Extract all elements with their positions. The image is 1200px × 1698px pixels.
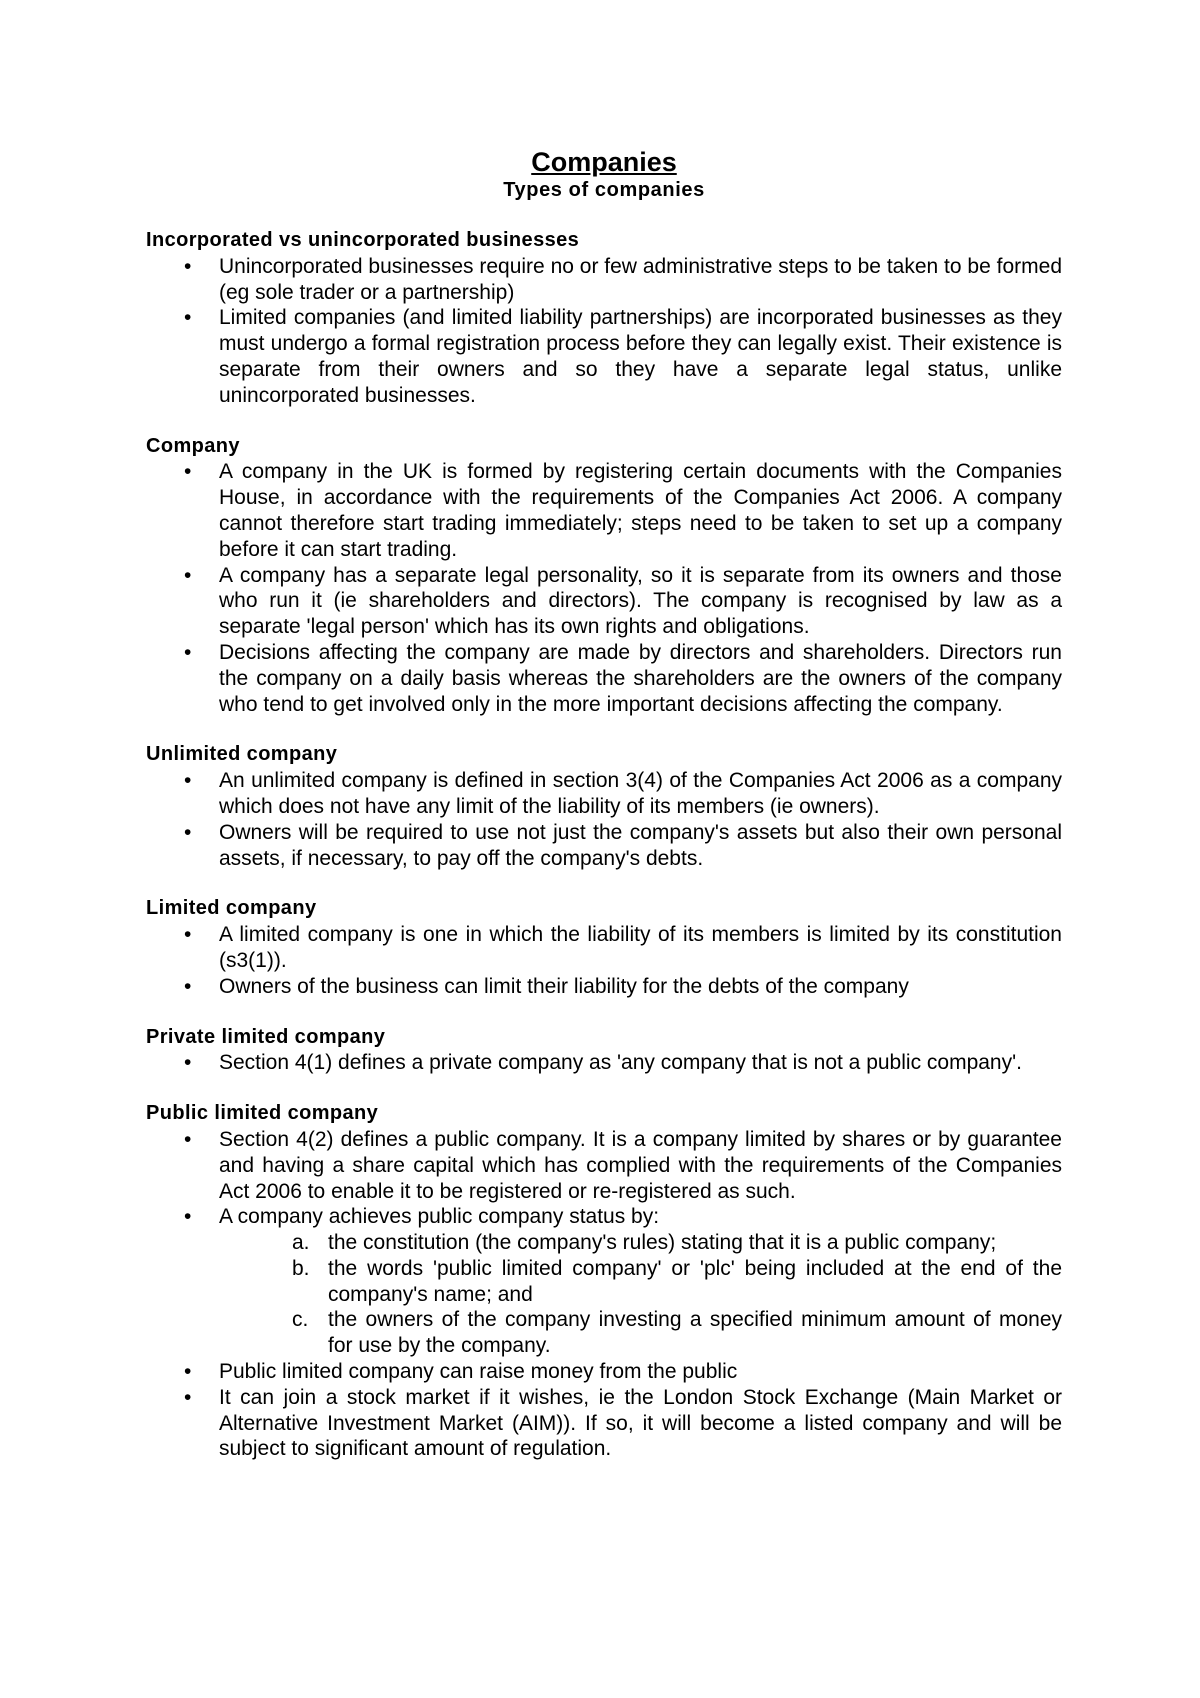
- section-private-limited-company: [146, 1025, 1062, 1077]
- list-item-text: Unincorporated businesses require no or few administrative steps to be taken to be formed (eg sole trader or a partnership): [219, 254, 1062, 304]
- list-item: [146, 768, 1062, 820]
- list-item: [146, 1127, 1062, 1204]
- list-item: [146, 305, 1062, 408]
- list-item: [146, 1359, 1062, 1385]
- bullet-icon: •: [184, 1127, 192, 1151]
- list-item-text: An unlimited company is defined in section 3(4) of the Companies Act 2006 as a company which does not have any limit of the liability of its members (ie owners).: [219, 769, 1062, 818]
- bullet-list: [146, 254, 1062, 409]
- bullet-icon: •: [184, 563, 192, 587]
- list-item-text: A company achieves public company status by:: [219, 1205, 660, 1229]
- section-heading: Unlimited company: [146, 743, 338, 766]
- bullet-icon: •: [184, 254, 192, 278]
- list-item: [146, 1050, 1062, 1076]
- list-item-text: Section 4(1) defines a private company as 'any company that is not a public company'.: [219, 1051, 1022, 1075]
- list-item-text: Decisions affecting the company are made by directors and shareholders. Directors run the company on a daily basis whereas the shareholders are the owners of the company who tend to get involved only in the more important decisions affecting the company.: [219, 640, 1062, 716]
- bullet-icon: •: [184, 460, 192, 484]
- bullet-list: [146, 459, 1062, 717]
- bullet-list: [146, 1127, 1062, 1230]
- list-item-text: It can join a stock market if it wishes, ie the London Stock Exchange (Main Market or Alternative Investment Market (AIM)). If so, it will become a listed company and will be subject to significant amount of regulation.: [219, 1385, 1062, 1461]
- list-marker: a.: [292, 1231, 310, 1255]
- lettered-list: [146, 1230, 1062, 1359]
- bullet-list: [146, 922, 1062, 999]
- list-item: [146, 640, 1062, 717]
- list-item: [146, 1385, 1062, 1462]
- bullet-icon: •: [184, 1051, 192, 1075]
- list-item: [146, 974, 1062, 1000]
- document-page: [146, 146, 1062, 1487]
- section-limited-company: [146, 896, 1062, 999]
- bullet-icon: •: [184, 820, 192, 844]
- lettered-item: [146, 1230, 1062, 1256]
- section-heading: Private limited company: [146, 1025, 386, 1048]
- bullet-icon: •: [184, 1205, 192, 1229]
- list-item: [146, 1204, 1062, 1230]
- lettered-item: [146, 1307, 1062, 1359]
- bullet-icon: •: [184, 640, 192, 664]
- lettered-item-text: the constitution (the company's rules) stating that it is a public company;: [328, 1231, 997, 1255]
- bullet-icon: •: [184, 306, 192, 330]
- bullet-icon: •: [184, 1385, 192, 1409]
- list-item-text: Limited companies (and limited liability partnerships) are incorporated businesses as they must undergo a formal registration process before they can legally exist. Their existence is separate from their owners and so they have a separate legal status, unlike unincorporated businesses.: [219, 306, 1062, 407]
- list-marker: c.: [292, 1308, 309, 1332]
- bullet-icon: •: [184, 769, 192, 793]
- bullet-icon: •: [184, 974, 192, 998]
- list-item-text: Owners will be required to use not just the company's assets but also their own personal assets, if necessary, to pay off the company's debts.: [219, 820, 1062, 870]
- lettered-item-text: the words 'public limited company' or 'plc' being included at the end of the company's name; and: [328, 1256, 1062, 1306]
- section-unlimited-company: [146, 742, 1062, 871]
- lettered-item-text: the owners of the company investing a specified minimum amount of money for use by the company.: [328, 1308, 1062, 1358]
- bullet-list: [146, 1050, 1062, 1076]
- list-item-text: Owners of the business can limit their liability for the debts of the company: [219, 974, 909, 998]
- bullet-icon: •: [184, 923, 192, 947]
- lettered-item: [146, 1256, 1062, 1308]
- section-company: [146, 434, 1062, 718]
- section-public-limited-company: [146, 1101, 1062, 1462]
- section-heading: Incorporated vs unincorporated businesses: [146, 229, 580, 251]
- list-marker: b.: [292, 1256, 310, 1280]
- list-item-text: A company in the UK is formed by registering certain documents with the Companies House, in accordance with the requirements of the Companies Act 2006. A company cannot therefore start trading immediately; steps need to be taken to set up a company before it can start trading.: [219, 460, 1062, 561]
- list-item-text: A company has a separate legal personality, so it is separate from its owners and those who run it (ie shareholders and directors). The company is recognised by law as a separate 'legal person' which has its own rights and obligations.: [219, 563, 1062, 639]
- list-item-text: Public limited company can raise money from the public: [219, 1360, 738, 1384]
- page-title: Companies: [531, 147, 677, 177]
- list-item-text: A limited company is one in which the liability of its members is limited by its constitution (s3(1)).: [219, 923, 1062, 972]
- list-item: [146, 459, 1062, 562]
- bullet-list: [146, 768, 1062, 871]
- bullet-icon: •: [184, 1360, 192, 1384]
- bullet-list: [146, 1359, 1062, 1462]
- page-subtitle: Types of companies: [503, 179, 705, 201]
- section-heading: Company: [146, 434, 240, 457]
- section-incorporated-vs-unincorporated: [146, 228, 1062, 409]
- list-item-text: Section 4(2) defines a public company. It is a company limited by shares or by guarantee and having a share capital which has complied with the requirements of the Companies Act 2006 to enable it to be registered or re-registered as such.: [219, 1127, 1062, 1203]
- list-item: [146, 563, 1062, 640]
- list-item: [146, 820, 1062, 872]
- section-heading: Public limited company: [146, 1102, 379, 1125]
- list-item: [146, 254, 1062, 306]
- list-item: [146, 922, 1062, 974]
- section-heading: Limited company: [146, 897, 317, 920]
